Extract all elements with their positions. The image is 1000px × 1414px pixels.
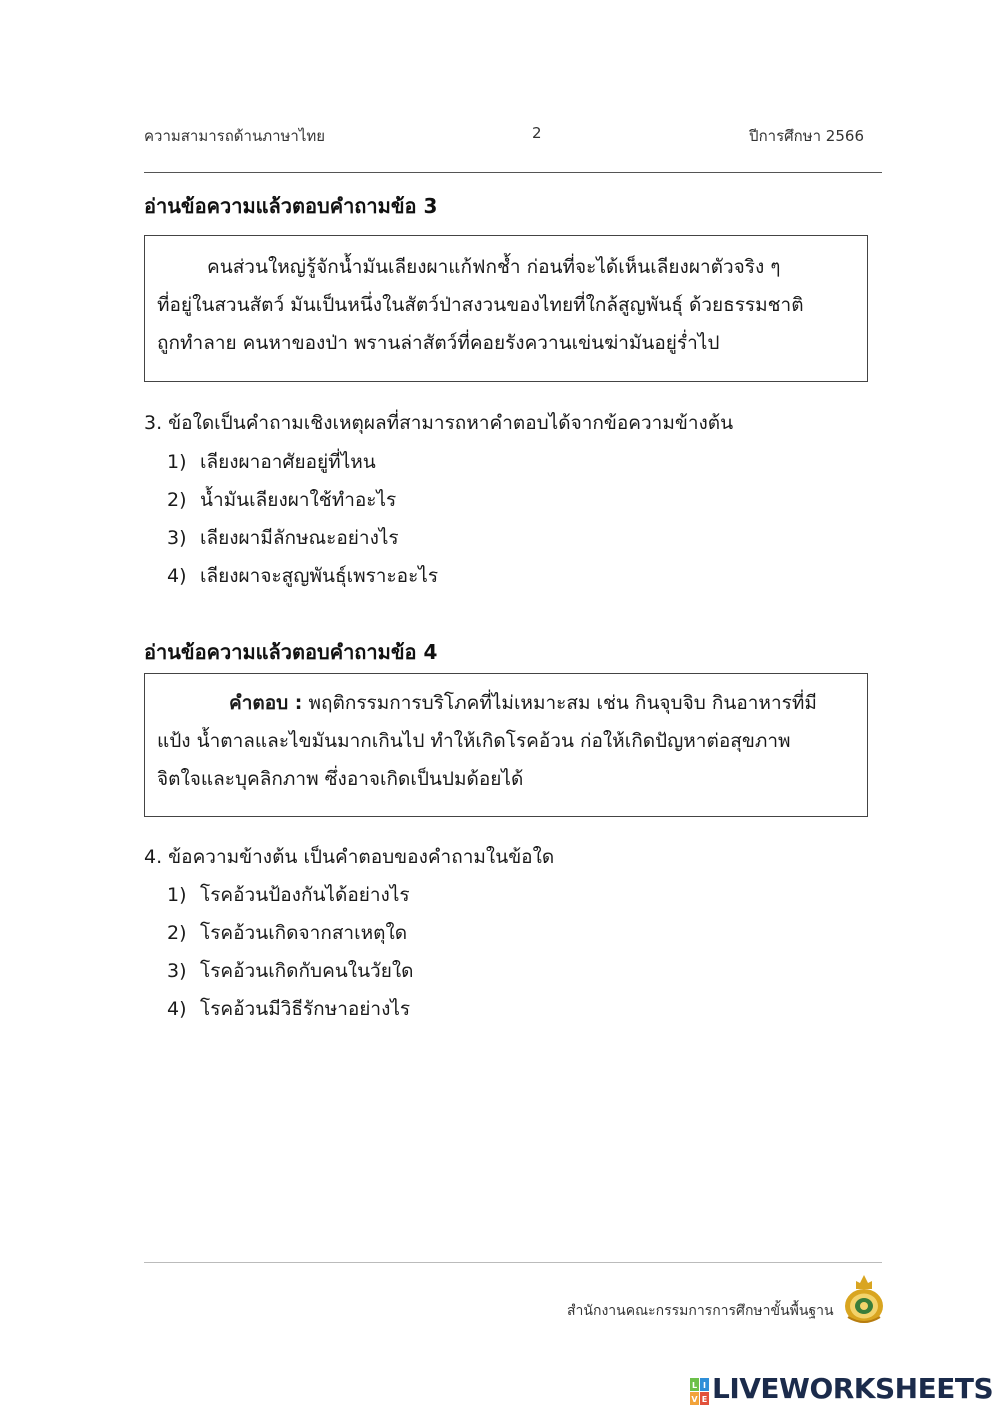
option-number: 4) [167, 565, 187, 587]
live-block-letter: V [691, 1395, 698, 1404]
question-4-option-2[interactable] [167, 918, 407, 948]
live-block-letter: I [703, 1381, 706, 1390]
header-divider [144, 172, 882, 173]
question-3-option-3[interactable] [167, 523, 399, 553]
answer-label: คำตอบ : [229, 692, 303, 714]
option-number: 3) [167, 527, 187, 549]
liveworksheets-wordmark: LIVEWORKSHEETS [712, 1372, 994, 1405]
live-block-letter: E [701, 1395, 708, 1404]
option-number: 3) [167, 960, 187, 982]
passage-line: คนส่วนใหญ่รู้จักน้ำมันเลียงผาแก้ฟกช้ำ ก่อนที่จะได้เห็นเลียงผาตัวจริง ๆ [207, 256, 781, 278]
passage-line: ถูกทำลาย คนหาของป่า พรานล่าสัตว์ที่คอยรังควานเข่นฆ่ามันอยู่ร่ำไป [157, 332, 720, 354]
question-3: 3. ข้อใดเป็นคำถามเชิงเหตุผลที่สามารถหาคำตอบได้จากข้อความข้างต้น [144, 412, 734, 434]
option-number: 2) [167, 922, 187, 944]
live-block-letter: L [691, 1381, 698, 1390]
obec-seal-icon [842, 1273, 886, 1325]
option-number: 4) [167, 998, 187, 1020]
footer-divider [144, 1262, 882, 1263]
passage-line [229, 688, 817, 718]
option-number: 2) [167, 489, 187, 511]
passage-line: แป้ง น้ำตาลและไขมันมากเกินไป ทำให้เกิดโรคอ้วน ก่อให้เกิดปัญหาต่อสุขภาพ [157, 730, 791, 752]
header-academic-year: ปีการศึกษา 2566 [749, 127, 864, 145]
liveworksheets-logo [690, 1372, 994, 1408]
option-text: เลียงผาอาศัยอยู่ที่ไหน [200, 451, 376, 473]
section3-title: อ่านข้อความแล้วตอบคำถามข้อ 3 [144, 194, 438, 218]
header-page-number: 2 [532, 124, 542, 142]
question-3-option-1[interactable] [167, 447, 376, 477]
option-number: 1) [167, 451, 187, 473]
live-blocks-icon [690, 1378, 710, 1406]
footer-org: สำนักงานคณะกรรมการการศึกษาขั้นพื้นฐาน [567, 1303, 834, 1319]
question-3-option-4[interactable] [167, 561, 438, 591]
section4-passage-box [144, 673, 868, 817]
option-text: โรคอ้วนเกิดกับคนในวัยใด [200, 960, 414, 982]
header-subject: ความสามารถด้านภาษาไทย [144, 127, 326, 145]
passage-line: จิตใจและบุคลิกภาพ ซึ่งอาจเกิดเป็นปมด้อยได้ [157, 768, 524, 790]
option-text: โรคอ้วนมีวิธีรักษาอย่างไร [200, 998, 411, 1020]
question-4-option-4[interactable] [167, 994, 410, 1024]
page-header [144, 124, 864, 148]
option-text: น้ำมันเลียงผาใช้ทำอะไร [200, 489, 397, 511]
option-text: เลียงผาจะสูญพันธุ์เพราะอะไร [200, 565, 439, 587]
section4-title: อ่านข้อความแล้วตอบคำถามข้อ 4 [144, 640, 438, 664]
question-4-option-1[interactable] [167, 880, 410, 910]
question-4: 4. ข้อความข้างต้น เป็นคำตอบของคำถามในข้อใด [144, 846, 555, 868]
question-3-option-2[interactable] [167, 485, 396, 515]
question-4-option-3[interactable] [167, 956, 413, 986]
option-text: โรคอ้วนเกิดจากสาเหตุใด [200, 922, 408, 944]
section3-passage-box [144, 235, 868, 382]
passage-line1-rest: พฤติกรรมการบริโภคที่ไม่เหมาะสม เช่น กินจุบจิบ กินอาหารที่มี [302, 692, 817, 714]
passage-line: ที่อยู่ในสวนสัตว์ มันเป็นหนึ่งในสัตว์ป่าสงวนของไทยที่ใกล้สูญพันธุ์ ด้วยธรรมชาติ [157, 294, 804, 316]
option-text: โรคอ้วนป้องกันได้อย่างไร [200, 884, 410, 906]
option-number: 1) [167, 884, 187, 906]
option-text: เลียงผามีลักษณะอย่างไร [200, 527, 399, 549]
